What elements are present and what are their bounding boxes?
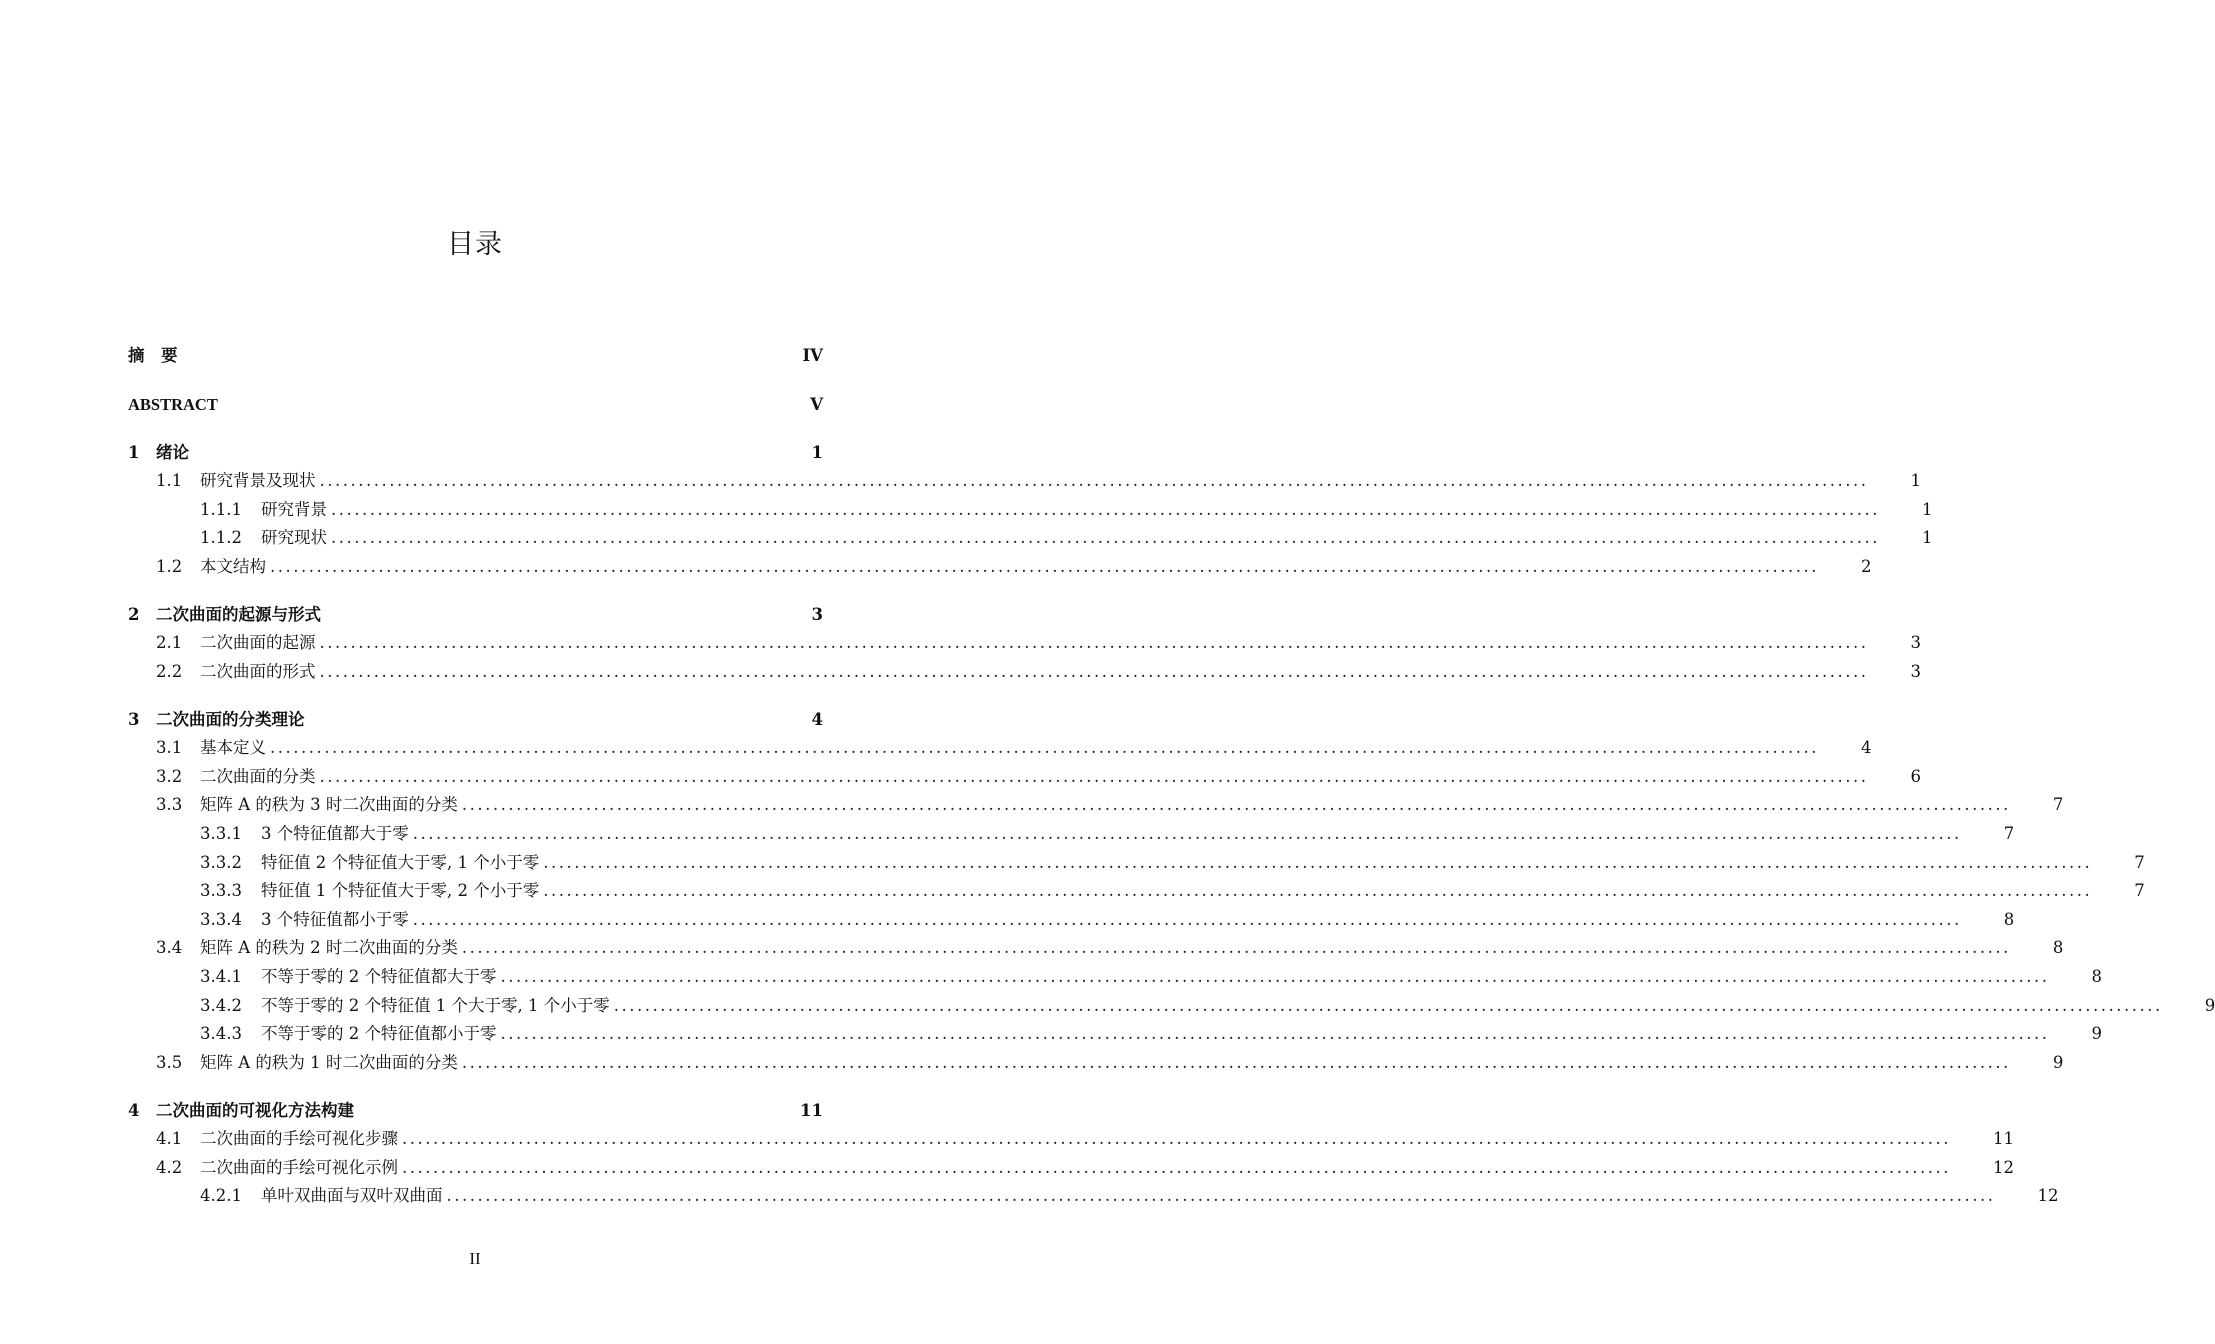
toc-entry-title: 二次曲面的分类理论 bbox=[156, 710, 305, 729]
toc-dot-leader: ........................................................................................................................................................................................................ bbox=[412, 824, 1962, 843]
toc-section-entry[interactable] bbox=[156, 792, 2064, 818]
toc-entry-page: 3 bbox=[811, 605, 823, 624]
toc-chapter-entry[interactable] bbox=[128, 707, 823, 733]
toc-section-entry[interactable] bbox=[156, 630, 1921, 656]
toc-entry-title: 3 个特征值都小于零 bbox=[261, 910, 409, 929]
toc-section-entry[interactable] bbox=[156, 554, 1872, 580]
toc-entry-title: 二次曲面的手绘可视化示例 bbox=[200, 1158, 398, 1177]
toc-entry-title: 特征值 2 个特征值大于零, 1 个小于零 bbox=[261, 853, 540, 872]
toc-entry-title: 矩阵 A 的秩为 2 时二次曲面的分类 bbox=[200, 938, 458, 957]
toc-section-entry[interactable] bbox=[156, 764, 1921, 790]
toc-dot-leader: ........................................................................................................................................................................................................ bbox=[402, 1129, 1951, 1148]
toc-entry-title: 不等于零的 2 个特征值都小于零 bbox=[261, 1024, 497, 1043]
toc-dot-leader: ........................................................................................................................................................................................................ bbox=[402, 1158, 1951, 1177]
toc-section-entry[interactable] bbox=[200, 878, 2145, 904]
toc-entry-number: 1.1.1 bbox=[200, 500, 242, 519]
toc-dot-leader: ........................................................................................................................................................................................................ bbox=[412, 910, 1962, 929]
toc-entry-title: 单叶双曲面与双叶双曲面 bbox=[261, 1186, 443, 1205]
toc-entry-number: 3.4.2 bbox=[200, 996, 242, 1015]
toc-entry-page: 7 bbox=[2003, 824, 2015, 843]
page-number: II bbox=[469, 1249, 481, 1268]
toc-entry-number: 摘 要 bbox=[128, 346, 178, 365]
toc-dot-leader: ........................................................................................................................................................................................................ bbox=[461, 1053, 2011, 1072]
toc-dot-leader: ........................................................................................................................................................................................................ bbox=[461, 938, 2011, 957]
toc-section-entry[interactable] bbox=[156, 1155, 2014, 1181]
toc-entry-number: 3.3.2 bbox=[200, 853, 242, 872]
toc-entry-title: 不等于零的 2 个特征值都大于零 bbox=[261, 967, 497, 986]
toc-entry-number: 3.3.4 bbox=[200, 910, 242, 929]
toc-dot-leader: ........................................................................................................................................................................................................ bbox=[331, 500, 1880, 519]
toc-entry-number: 3.3.1 bbox=[200, 824, 242, 843]
toc-entry-title: ABSTRACT bbox=[128, 395, 218, 414]
toc-section-entry[interactable] bbox=[156, 1050, 2064, 1076]
toc-chapter-entry[interactable] bbox=[128, 1098, 823, 1124]
toc-entry-number: 3.5 bbox=[156, 1053, 183, 1072]
toc-entry-page: 7 bbox=[2134, 853, 2145, 872]
toc-chapter-entry[interactable] bbox=[128, 602, 823, 628]
toc-entry-title: 不等于零的 2 个特征值 1 个大于零, 1 个小于零 bbox=[261, 996, 610, 1015]
toc-entry-page: 4 bbox=[811, 710, 823, 729]
toc-dot-leader: ........................................................................................................................................................................................................ bbox=[331, 528, 1880, 547]
toc-section-entry[interactable] bbox=[200, 850, 2145, 876]
toc-entry-title: 二次曲面的形式 bbox=[200, 662, 316, 681]
page-title: 目录 bbox=[447, 229, 503, 260]
toc-dot-leader: ........................................................................................................................................................................................................ bbox=[319, 471, 1869, 490]
toc-dot-leader: ........................................................................................................................................................................................................ bbox=[543, 881, 2093, 900]
toc-entry-page: 9 bbox=[2052, 1053, 2064, 1072]
toc-chapter-entry[interactable] bbox=[128, 440, 823, 466]
toc-dot-leader: ........................................................................................................................................................................................................ bbox=[613, 996, 2163, 1015]
toc-dot-leader: ........................................................................................................................................................................................................ bbox=[543, 853, 2093, 872]
toc-entry-title: 3 个特征值都大于零 bbox=[261, 824, 409, 843]
toc-entry-title: 矩阵 A 的秩为 3 时二次曲面的分类 bbox=[200, 795, 458, 814]
toc-section-entry[interactable] bbox=[200, 964, 2102, 990]
toc-entry-number: 3.3.3 bbox=[200, 881, 242, 900]
toc-entry-title: 二次曲面的起源与形式 bbox=[156, 605, 321, 624]
toc-entry-page: 11 bbox=[800, 1101, 823, 1120]
toc-entry-page: 9 bbox=[2204, 996, 2215, 1015]
toc-entry-page: V bbox=[810, 395, 823, 414]
toc-dot-leader: ........................................................................................................................................................................................................ bbox=[446, 1186, 1996, 1205]
toc-dot-leader: ........................................................................................................................................................................................................ bbox=[270, 557, 1819, 576]
toc-entry-number: 4.2 bbox=[156, 1158, 183, 1177]
toc-section-entry[interactable] bbox=[200, 1021, 2102, 1047]
toc-entry-title: 二次曲面的起源 bbox=[200, 633, 316, 652]
toc-entry-number: 1.1 bbox=[156, 471, 183, 490]
toc-section-entry[interactable] bbox=[156, 468, 1921, 494]
toc-section-entry[interactable] bbox=[156, 659, 1921, 685]
toc-entry-number: 4.2.1 bbox=[200, 1186, 242, 1205]
toc-entry-number: 2 bbox=[128, 605, 140, 624]
toc-entry-number: 3.3 bbox=[156, 795, 183, 814]
toc-entry-page: 8 bbox=[2052, 938, 2064, 957]
toc-entry-title: 研究现状 bbox=[261, 528, 327, 547]
toc-entry-number: 3.4.3 bbox=[200, 1024, 242, 1043]
toc-entry-page: 9 bbox=[2091, 1024, 2102, 1043]
toc-entry-page: 6 bbox=[1910, 767, 1921, 786]
toc-dot-leader: ........................................................................................................................................................................................................ bbox=[319, 633, 1869, 652]
toc-section-entry[interactable] bbox=[200, 821, 2015, 847]
toc-dot-leader: ........................................................................................................................................................................................................ bbox=[500, 967, 2050, 986]
toc-entry-number: 1.1.2 bbox=[200, 528, 242, 547]
toc-entry-number: 4 bbox=[128, 1101, 140, 1120]
toc-chapter-entry[interactable] bbox=[128, 392, 823, 418]
toc-entry-page: 4 bbox=[1860, 738, 1872, 757]
toc-section-entry[interactable] bbox=[156, 735, 1872, 761]
toc-entry-page: 3 bbox=[1910, 662, 1921, 681]
toc-entry-page: 1 bbox=[1921, 528, 1933, 547]
toc-entry-number: 3.1 bbox=[156, 738, 183, 757]
toc-entry-number: 1.2 bbox=[156, 557, 183, 576]
toc-entry-number: 2.1 bbox=[156, 633, 183, 652]
toc-entry-title: 研究背景 bbox=[261, 500, 327, 519]
toc-entry-title: 本文结构 bbox=[200, 557, 266, 576]
toc-entry-number: 3.4.1 bbox=[200, 967, 242, 986]
toc-dot-leader: ........................................................................................................................................................................................................ bbox=[461, 795, 2011, 814]
toc-entry-number: 3.2 bbox=[156, 767, 183, 786]
toc-section-entry[interactable] bbox=[200, 525, 1933, 551]
toc-entry-page: 1 bbox=[811, 443, 823, 462]
toc-entry-title: 研究背景及现状 bbox=[200, 471, 316, 490]
toc-entry-title: 矩阵 A 的秩为 1 时二次曲面的分类 bbox=[200, 1053, 458, 1072]
toc-entry-page: 11 bbox=[1992, 1129, 2014, 1148]
toc-entry-title: 二次曲面的手绘可视化步骤 bbox=[200, 1129, 398, 1148]
toc-entry-number: 4.1 bbox=[156, 1129, 183, 1148]
toc-entry-number: 3.4 bbox=[156, 938, 183, 957]
toc-entry-page: 12 bbox=[2037, 1186, 2059, 1205]
toc-chapter-entry[interactable] bbox=[128, 343, 823, 369]
toc-section-entry[interactable] bbox=[200, 907, 2015, 933]
toc-entry-page: 2 bbox=[1860, 557, 1872, 576]
toc-entry-title: 二次曲面的分类 bbox=[200, 767, 316, 786]
toc-entry-number: 3 bbox=[128, 710, 140, 729]
toc-entry-page: 3 bbox=[1910, 633, 1921, 652]
toc-section-entry[interactable] bbox=[200, 993, 2215, 1019]
toc-entry-page: 8 bbox=[2003, 910, 2015, 929]
toc-entry-page: IV bbox=[802, 346, 823, 365]
toc-entry-title: 二次曲面的可视化方法构建 bbox=[156, 1101, 354, 1120]
toc-section-entry[interactable] bbox=[156, 1126, 2014, 1152]
toc-section-entry[interactable] bbox=[200, 497, 1933, 523]
toc-dot-leader: ........................................................................................................................................................................................................ bbox=[270, 738, 1819, 757]
toc-entry-page: 12 bbox=[1992, 1158, 2014, 1177]
toc-entry-number: 1 bbox=[128, 443, 140, 462]
toc-entry-page: 7 bbox=[2134, 881, 2145, 900]
toc-entry-page: 1 bbox=[1910, 471, 1921, 490]
toc-entry-page: 1 bbox=[1921, 500, 1933, 519]
toc-entry-title: 绪论 bbox=[156, 443, 189, 462]
toc-dot-leader: ........................................................................................................................................................................................................ bbox=[319, 662, 1869, 681]
toc-entry-title: 基本定义 bbox=[200, 738, 266, 757]
toc-section-entry[interactable] bbox=[156, 935, 2064, 961]
toc-entry-title: 特征值 1 个特征值大于零, 2 个小于零 bbox=[261, 881, 540, 900]
toc-dot-leader: ........................................................................................................................................................................................................ bbox=[500, 1024, 2050, 1043]
toc-entry-page: 8 bbox=[2091, 967, 2102, 986]
toc-entry-page: 7 bbox=[2052, 795, 2064, 814]
toc-dot-leader: ........................................................................................................................................................................................................ bbox=[319, 767, 1869, 786]
toc-section-entry[interactable] bbox=[200, 1183, 2059, 1209]
toc-entry-number: 2.2 bbox=[156, 662, 183, 681]
